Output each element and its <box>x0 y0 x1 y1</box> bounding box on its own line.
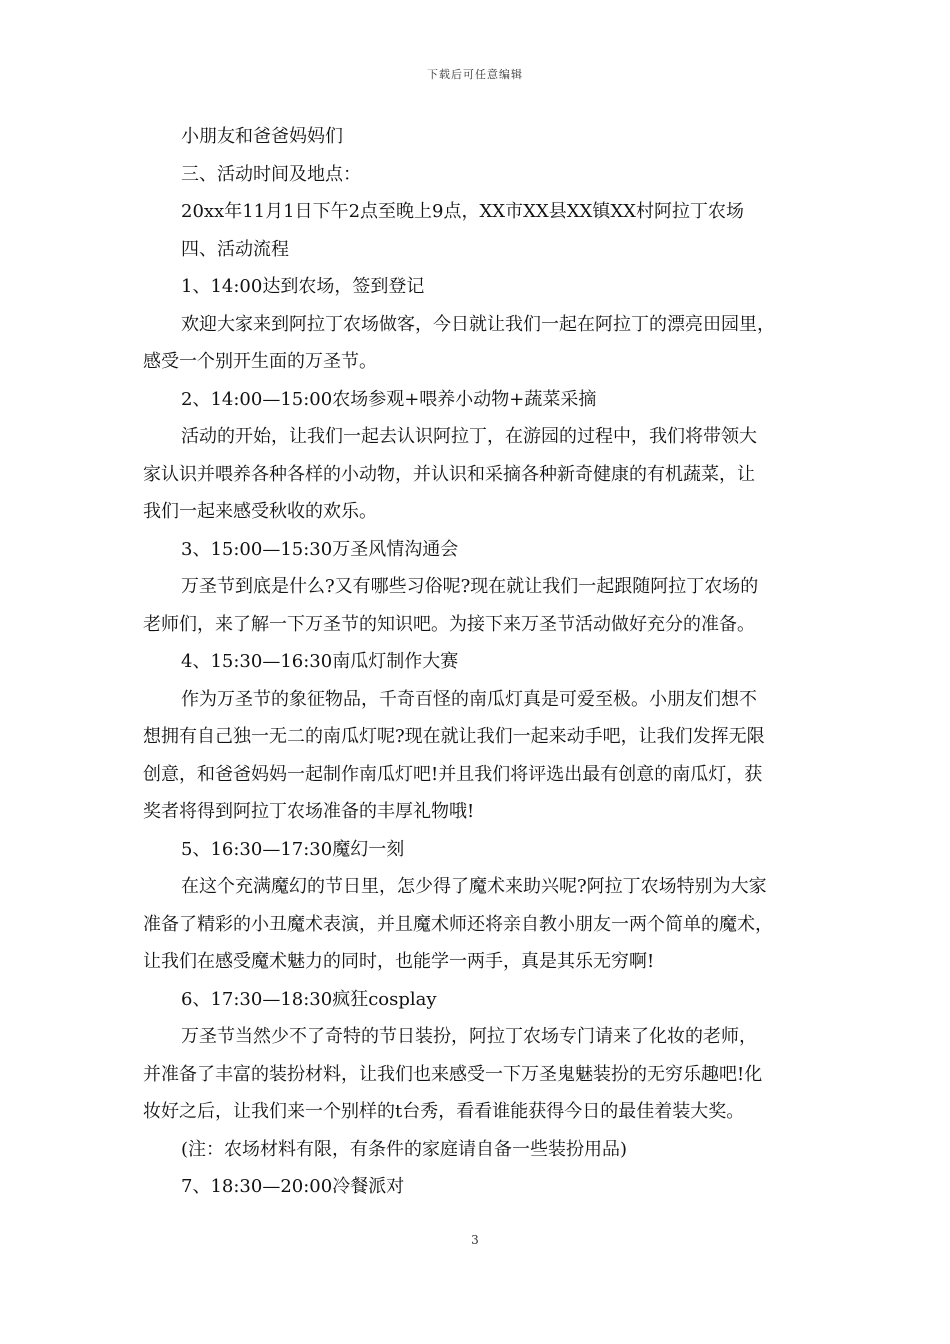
page-header: 下载后可任意编辑 <box>427 68 523 81</box>
text-line: 我们一起来感受秋收的欢乐。 <box>143 501 377 522</box>
text-line: 奖者将得到阿拉丁农场准备的丰厚礼物哦! <box>143 801 475 822</box>
schedule-item: 7、18:30—20:00冷餐派对 <box>181 1176 405 1197</box>
text-line: 作为万圣节的象征物品，千奇百怪的南瓜灯真是可爱至极。小朋友们想不 <box>181 688 757 710</box>
text-line: 想拥有自己独一无二的南瓜灯呢?现在就让我们一起来动手吧，让我们发挥无限 <box>143 726 765 747</box>
text-line: 老师们，来了解一下万圣节的知识吧。为接下来万圣节活动做好充分的准备。 <box>143 613 755 635</box>
document-body <box>143 118 806 1206</box>
section-heading: 三、活动时间及地点： <box>181 163 361 185</box>
text-line: 20xx年11月1日下午2点至晚上9点，XX市XX县XX镇XX村阿拉丁农场 <box>181 201 744 222</box>
schedule-item: 5、16:30—17:30魔幻一刻 <box>181 838 405 860</box>
note-line: (注：农场材料有限，有条件的家庭请自备一些装扮用品) <box>181 1138 628 1160</box>
text-line: 创意，和爸爸妈妈一起制作南瓜灯吧!并且我们将评选出最有创意的南瓜灯，获 <box>143 763 763 785</box>
text-line: 感受一个别开生面的万圣节。 <box>143 351 377 372</box>
text-line: 让我们在感受魔术魅力的同时，也能学一两手，真是其乐无穷啊! <box>143 951 655 972</box>
schedule-item: 2、14:00—15:00农场参观+喂养小动物+蔬菜采摘 <box>181 388 597 410</box>
text-line: 万圣节当然少不了奇特的节日装扮，阿拉丁农场专门请来了化妆的老师， <box>181 1026 757 1047</box>
text-line: 活动的开始，让我们一起去认识阿拉丁，在游园的过程中，我们将带领大 <box>181 426 757 447</box>
text-line: 小朋友和爸爸妈妈们 <box>181 126 343 147</box>
schedule-item: 1、14:00达到农场，签到登记 <box>181 276 425 297</box>
schedule-item: 3、15:00—15:30万圣风情沟通会 <box>181 538 459 560</box>
schedule-item: 6、17:30—18:30疯狂cosplay <box>181 988 437 1010</box>
text-line: 并准备了丰富的装扮材料，让我们也来感受一下万圣鬼魅装扮的无穷乐趣吧!化 <box>143 1063 763 1085</box>
section-heading: 四、活动流程 <box>181 238 289 260</box>
text-line: 家认识并喂养各种各样的小动物，并认识和采摘各种新奇健康的有机蔬菜，让 <box>143 463 755 485</box>
text-line: 在这个充满魔幻的节日里，怎少得了魔术来助兴呢?阿拉丁农场特别为大家 <box>181 876 767 897</box>
text-line: 妆好之后，让我们来一个别样的t台秀，看看谁能获得今日的最佳着装大奖。 <box>143 1101 745 1122</box>
page-number: 3 <box>471 1233 479 1247</box>
text-line: 欢迎大家来到阿拉丁农场做客，今日就让我们一起在阿拉丁的漂亮田园里， <box>181 313 775 335</box>
text-line: 准备了精彩的小丑魔术表演，并且魔术师还将亲自教小朋友一两个简单的魔术， <box>143 913 773 935</box>
schedule-item: 4、15:30—16:30南瓜灯制作大赛 <box>181 651 459 672</box>
text-line: 万圣节到底是什么?又有哪些习俗呢?现在就让我们一起跟随阿拉丁农场的 <box>181 576 759 597</box>
